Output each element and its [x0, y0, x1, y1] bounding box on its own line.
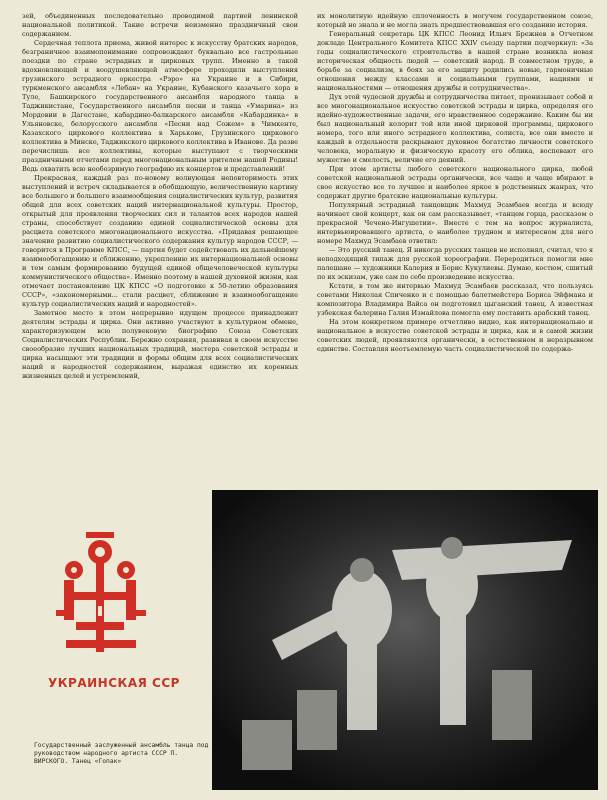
paragraph: На этом конкретном примере отчетливо видно, как интернационально и национальное в искусстве советской эстрады и цирка, как и в самой жизни советских людей, проявляются органически, в естественном и неразрывном единстве. Составляя неотъемлемую часть социалистической по содержа- — [317, 318, 593, 353]
paragraph: Сердечная теплота приема, живой интерес к искусству братских народов, безграничное взаимопонимание сопровождают буквально все гастрольные поездки по стране эстрадных и цирковых трупп. Именно в такой вдохновляющей и воодушевляющей атмосфере проходили выступления грузинского эстрадного оркестра «Рэро» на Украине и в Сибири, туркменского ансамбля «Лебан» на Украине, Кубанского казачьего хора в Туле, Башкирского государственного ансамбля народного танца в Таджикистане, Государственного ансамбля песни и танца «Умарина» из Мордовии в Дагестане, кабардино-балкарского ансамбля «Кабардинка» в Ульяновске, белорусского ансамбля «Песни над Сожем» в Чимкенте, Казахского циркового коллектива в Харькове, Грузинского циркового коллектива в Минске, Таджикского циркового коллектива в Иванове. Да разве перечислишь все коллективы, которые выступают с творческими праздничными отчетами перед многонациональным зрителем нашей Родины! Ведь охватить всю необозримую географию их концертов и представлений! — [22, 39, 298, 173]
paragraph: зей, объединенных последовательно проводимой партией ленинской национальной политикой. Такие встречи неизменно праздничный свои содержанием. — [22, 12, 298, 38]
right-text-column — [317, 12, 593, 354]
paragraph: Прекрасная, каждый раз по-новому волнующая неповторимость этих выступлений и встреч складывается в обобщающую, величественную картину все большего и большего взаимообщения социалистических культур, развития общей для всех советских наций интернациональной культуры. Простор, открытый для проявления творческих сил и талантов всех народов нашей страны, способствует созданию единой социалистической основы для расцвета советского многонационального искусства. «Придавая решающее значение развитию социалистического содержания культур народов СССР, — говорится в Программе КПСС, — партия будет содействовать их дальнейшему взаимообогащению и сближению, укреплению их интернациональной основы и тем самым формированию будущей единой общечеловеческой культуры коммунистического общества». Именно поэтому в нашей духовной жизни, как отмечает постановление ЦК КПСС «О подготовке к 50-летию образования СССР», «закономерными... стали расцвет, сближение и взаимообогащение культур социалистических наций и народностей». — [22, 174, 298, 308]
paragraph: Дух этой чудесной дружбы и сотрудничества питает, пронизывает собой и все многонациональное искусство советской эстрады и цирка, определяя его идейно-художественные задачи, его нравственное содержание. Каким бы ни был национальный колорит той или иной цирковой программы, циркового номера, того или иного эстрадного коллектива, солиста, все они вместе и каждый в отдельности раскрывают духовное богатство личности советского человека, моральную и физическую красоту его облика, воспевают его мужество и смелость, величие его деяний. — [317, 93, 593, 164]
paragraph: Кстати, в том же интервью Махмуд Эсамбаев рассказал, что пользуясь советами Николая Спиченко и с помощью балетмейстера Бориса Эйфмана и композитора Владимира Вайса он подготовил цыганский танец. А известная узбекская балерина Галия Измайлова помогла ему поставить арабский танец. — [317, 282, 593, 317]
region-label: УКРАИНСКАЯ ССР — [48, 676, 180, 690]
paragraph: Генеральный секретарь ЦК КПСС Леонид Ильич Брежнев в Отчетном докладе Центрального Комитета КПСС XXIV съезду партии подчеркнул: «За годы социалистического строительства в нашей стране возникла новая историческая общность людей — советский народ. В совместном труде, в борьбе за социализм, в боях за его защиту родились новые, гармоничные отношения между классами и социальными группами, нациями и национальностями — отношения дружбы и сотрудничества». — [317, 30, 593, 92]
paragraph: Популярный эстрадный танцовщик Махмуд Эсамбаев всегда и всюду начинает свой концерт, как он сам рассказывает, «танцем горца, рассказом о прекрасной Чечено-Ингушетии». Вместе с тем на вопрос журналиста, интервьюировавшего артиста, о наиболее трудном и интересном для него номере Махмуд Эсамбаев ответил: — [317, 201, 593, 245]
paragraph: При этом артисты любого советского национального цирка, любой советской национальной эстрады органически, все чаще и чаще вбирают в свое искусство все то лучшее и наиболее яркое в родственных жанрах, что содержат другие братские национальные культуры. — [317, 165, 593, 200]
paragraph: Заметное место в этом непрерывно идущем процессе принадлежит деятелям эстрады и цирка. Они активно участвуют в культурном обмене, характеризующем всю полувековую биографию Союза Советских Социалистических Республик. Бережно сохраняя, развивая в своем искусстве своеобразие лучших национальных традиций, мастера советской эстрады и цирка насыщают эти традиции и формы общим для всех социалистических наций и народностей содержанием, выражая единство их коренных жизненных целей и устремлений, — [22, 309, 298, 380]
left-text-column — [22, 12, 298, 381]
photo-caption: Государственный заслуженный ансамбль танца под руководством народного артиста СССР П. ВИРСКОГО. Танец «Гопак» — [34, 742, 209, 766]
paragraph: их монолитную идейную сплоченность в могучем государственном союзе, который не знала и не могла знать предшествовавшая его созданию история. — [317, 12, 593, 29]
folk-ornament-icon — [46, 522, 156, 662]
dance-photo — [212, 490, 598, 790]
paragraph: — Это русский танец. Я никогда русских танцев не исполнял, считал, что я неподходящий типаж для русской хореографии. Переродиться помогли мне палешане — художники Калерия и Борис Кукулиевы. Думаю, костюм, сшитый по их эскизам, уже сам по себе произведение искусства. — [317, 246, 593, 281]
